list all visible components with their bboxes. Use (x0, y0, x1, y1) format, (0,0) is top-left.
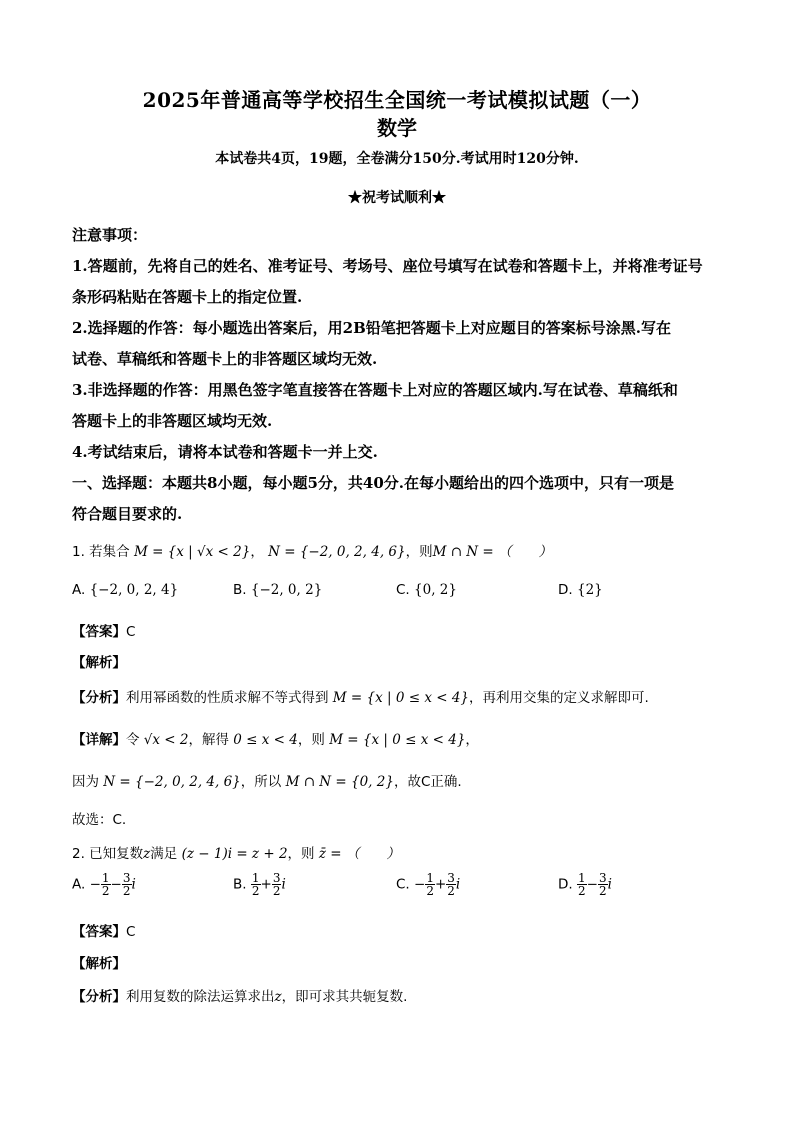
exam-wish: ★祝考试顺利★ (348, 190, 446, 206)
q1-analysis-tag: 【解析】 (72, 655, 126, 671)
q1-option-c: C. {0, 2} (396, 582, 457, 598)
q1-option-d: D. {2} (558, 582, 603, 598)
q2-option-b: B. $\frac{1}{2}$ + $\frac{3}{2}$ i (233, 871, 286, 898)
q1-choose: 故选：C. (72, 812, 127, 828)
q2-analysis-tag: 【解析】 (72, 956, 126, 972)
q1-option-b: B. {−2, 0, 2} (233, 582, 323, 598)
q2-option-d: D. $\frac{1}{2}$ − $\frac{3}{2}$ i (558, 871, 612, 898)
q2-answer: 【答案】C (72, 924, 136, 940)
q1-set-m: M = {x | √x < 2} (133, 544, 251, 560)
note-3b: 答题卡上的非答题区域均无效. (72, 412, 273, 430)
q2-option-c: C. − $\frac{1}{2}$ + $\frac{3}{2}$ i (396, 871, 461, 898)
q1-detail: 【详解】令 √x < 2，解得 0 ≤ x < 4，则 M = {x | 0 ≤ x < 4}， (72, 732, 479, 748)
exam-info: 本试卷共4页，19题，全卷满分150分.考试用时120分钟. (215, 151, 579, 167)
section1-line2: 符合题目要求的. (72, 505, 183, 523)
note-3a: 3.非选择题的作答：用黑色签字笔直接答在答题卡上对应的答题区域内.写在试卷、草稿纸和 (72, 381, 678, 399)
q2-zbar: z̄ = （ ） (318, 846, 400, 862)
note-1b: 条形码粘贴在答题卡上的指定位置. (72, 288, 303, 306)
q2-fenxi: 【分析】利用复数的除法运算求出z，即可求其共轭复数. (72, 989, 408, 1005)
q1-answer: 【答案】C (72, 624, 136, 640)
notes-heading: 注意事项： (72, 226, 148, 244)
q2-stem: 2. 已知复数z满足 (z − 1)i = z + 2，则 z̄ = （ ） (72, 846, 400, 862)
q1-because: 因为 N = {−2, 0, 2, 4, 6}，所以 M ∩ N = {0, 2}，故C正确. (72, 774, 462, 790)
note-4: 4.考试结束后，请将本试卷和答题卡一并上交. (72, 443, 378, 461)
note-1a: 1.答题前，先将自己的姓名、准考证号、考场号、座位号填写在试卷和答题卡上，并将准考证号 (72, 257, 703, 275)
q2-equation: (z − 1)i = z + 2 (181, 846, 288, 862)
section1-line1: 一、选择题：本题共8小题，每小题5分，共40分.在每小题给出的四个选项中，只有一项是 (72, 474, 674, 492)
note-2a: 2.选择题的作答：每小题选出答案后，用2B铅笔把答题卡上对应题目的答案标号涂黑.写在 (72, 319, 672, 337)
q1-set-n: N = {−2, 0, 2, 4, 6} (268, 544, 406, 560)
q1-ask: M ∩ N = （ ） (432, 544, 553, 560)
q1-stem: 1. 若集合 M = {x | √x < 2}， N = {−2, 0, 2, 4, 6}，则M ∩ N = （ ） (72, 544, 553, 560)
q1-option-a: A. {−2, 0, 2, 4} (72, 582, 179, 598)
exam-title: 2025年普通高等学校招生全国统一考试模拟试题（一） (142, 88, 652, 112)
note-2b: 试卷、草稿纸和答题卡上的非答题区域均无效. (72, 350, 378, 368)
exam-subject: 数学 (377, 116, 417, 140)
q2-option-a: A. − $\frac{1}{2}$ − $\frac{3}{2}$ i (72, 871, 136, 898)
q1-fenxi: 【分析】利用幂函数的性质求解不等式得到 M = {x | 0 ≤ x < 4}，再利用交集的定义求解即可. (72, 690, 649, 706)
